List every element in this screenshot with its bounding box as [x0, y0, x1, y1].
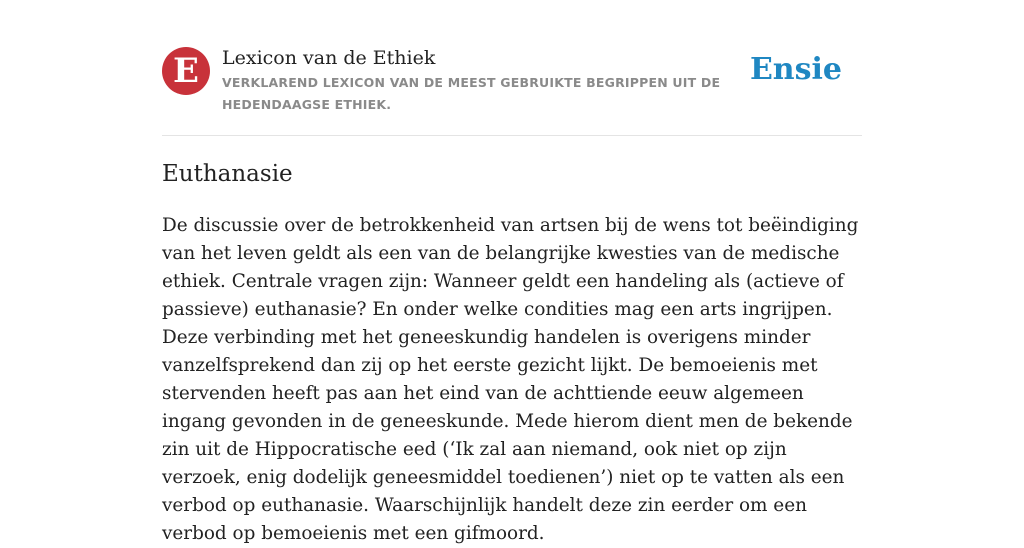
- lexicon-logo[interactable]: E: [162, 47, 210, 95]
- header-divider: [162, 135, 862, 136]
- article-title: Euthanasie: [162, 161, 293, 187]
- article-body: De discussie over de betrokkenheid van artsen bij de wens tot beëindiging van het leven geldt als een van de belangrijke kwesties van de medische ethiek. Centrale vragen zijn: Wanneer geldt een handeling als (actieve of passieve) euthanasie? En onder welke condities mag een arts ingrijpen. Deze verbinding met het geneeskundig handelen is overigens minder vanzelfsprekend dan zij op het eerste gezicht lijkt. De bemoeienis met stervenden heeft pas aan het eind van de achttiende eeuw algemeen ingang gevonden in de geneeskunde. Mede hierom dient men de bekende zin uit de Hippocratische eed (‘Ik zal aan niemand, ook niet op zijn verzoek, enig dodelijk geneesmiddel toedienen’) niet op te vatten als een verbod op euthanasie. Waarschijnlijk handelt deze zin eerder om een verbod op bemoeienis met een gifmoord.: [162, 215, 859, 544]
- site-title[interactable]: Lexicon van de Ethiek: [222, 47, 436, 69]
- site-subtitle: VERKLAREND LEXICON VAN DE MEEST GEBRUIKTE BEGRIPPEN UIT DE HEDENDAAGSE ETHIEK.: [222, 75, 721, 112]
- header: [162, 46, 862, 116]
- ensie-brand-logo[interactable]: Ensie: [749, 52, 842, 87]
